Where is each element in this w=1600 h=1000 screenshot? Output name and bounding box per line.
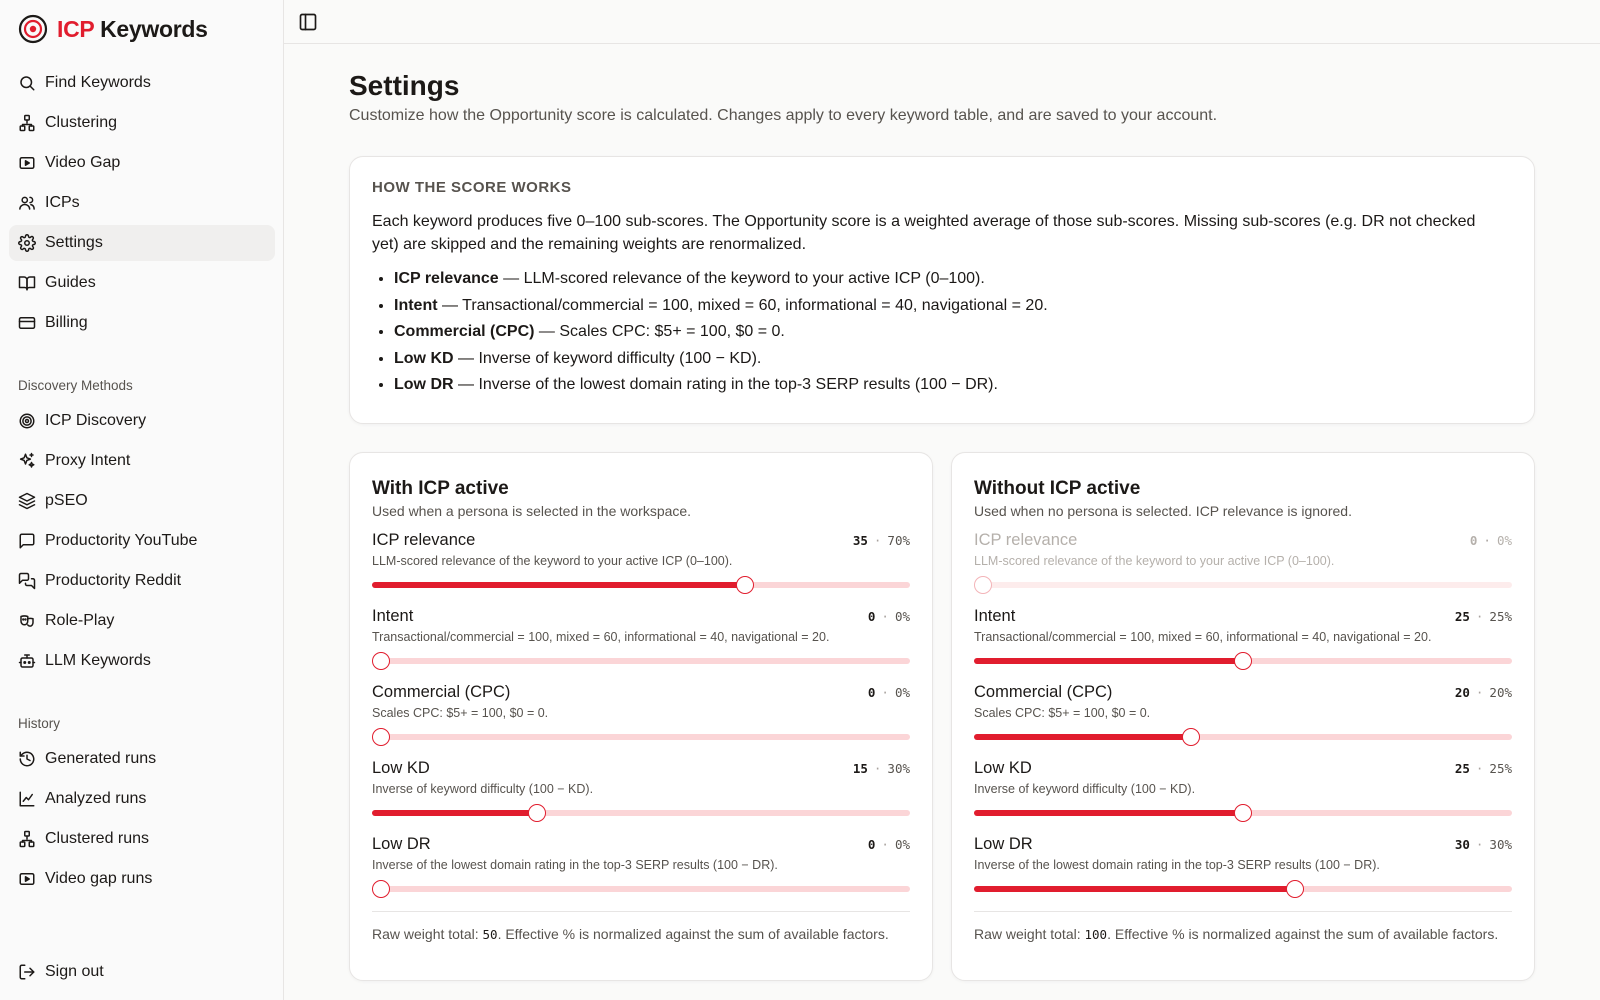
factor-header <box>974 759 1512 778</box>
weight-slider[interactable] <box>372 652 910 670</box>
nav-history <box>9 741 275 901</box>
how-item-desc: — LLM-scored relevance of the keyword to your active ICP (0–100). <box>498 270 985 287</box>
sidebar-item-label: Video gap runs <box>45 870 153 887</box>
factor-raw-weight: 15 <box>852 761 868 776</box>
sidebar-item-label: Role-Play <box>45 612 115 629</box>
slider-thumb[interactable] <box>736 576 754 594</box>
sidebar-item-video-gap[interactable] <box>9 145 275 181</box>
slider-fill <box>974 734 1189 740</box>
factor-description: Inverse of the lowest domain rating in the top-3 SERP results (100 − DR). <box>372 858 778 872</box>
factor-raw-weight: 0 <box>867 609 876 624</box>
topbar <box>284 0 1600 44</box>
factor-name: Low DR <box>974 835 1033 853</box>
history-section-title: History <box>18 716 61 731</box>
sidebar-item-label: Video Gap <box>45 154 121 171</box>
factor-raw-weight: 0 <box>867 837 876 852</box>
how-item-desc: — Scales CPC: $5+ = 100, $0 = 0. <box>534 323 785 340</box>
drama-icon <box>18 612 36 630</box>
sidebar-item-label: Clustered runs <box>45 830 150 847</box>
network-icon <box>18 830 36 848</box>
factor-header <box>372 835 910 854</box>
weight-slider[interactable] <box>372 576 910 594</box>
factor-header <box>372 531 910 550</box>
factor-raw-weight: 0 <box>867 685 876 700</box>
weight-slider[interactable] <box>372 880 910 898</box>
slider-thumb[interactable] <box>1234 652 1252 670</box>
logout-icon <box>18 963 36 981</box>
sidebar-item-analyzed-runs[interactable] <box>9 781 275 817</box>
factor-effective-percent: 30% <box>887 761 910 776</box>
sidebar-item-llm-keywords[interactable] <box>9 643 275 679</box>
factor-values <box>1455 609 1512 624</box>
factor-name: Low DR <box>372 835 431 853</box>
book-icon <box>18 274 36 292</box>
factor-effective-percent: 0% <box>894 837 910 852</box>
with-icp-factors <box>372 531 910 898</box>
sidebar-item-generated-runs[interactable] <box>9 741 275 777</box>
factor-name: ICP relevance <box>974 531 1078 549</box>
how-item-name: Low DR <box>394 376 454 393</box>
how-score-text: Each keyword produces five 0–100 sub-scores. The Opportunity score is a weighted average of those sub-scores. Missing sub-scores (e.g. DR not checked yet) are skipped and the remaining weights are renormalized. <box>372 213 1476 253</box>
sidebar-item-label: LLM Keywords <box>45 652 151 669</box>
sidebar-item-billing[interactable] <box>9 305 275 341</box>
page-title: Settings <box>349 70 460 101</box>
factor-commercial-cpc <box>974 683 1512 746</box>
sidebar-item-label: Productority YouTube <box>45 532 198 549</box>
without-icp-title: Without ICP active <box>974 478 1141 499</box>
slider-thumb <box>974 576 992 594</box>
factor-effective-percent: 0% <box>894 609 910 624</box>
factor-header <box>974 607 1512 626</box>
factor-raw-weight: 30 <box>1454 837 1470 852</box>
factor-values <box>868 837 910 852</box>
factor-effective-percent: 25% <box>1489 609 1512 624</box>
factor-values <box>1455 685 1512 700</box>
factor-header <box>372 607 910 626</box>
factor-icp-relevance <box>372 531 910 594</box>
how-item-low-dr <box>394 372 1512 399</box>
factor-header <box>372 759 910 778</box>
sidebar-item-label: Generated runs <box>45 750 157 767</box>
factor-name: Intent <box>974 607 1016 625</box>
factor-values <box>853 533 910 548</box>
how-item-intent <box>394 293 1512 320</box>
slider-fill <box>974 810 1243 816</box>
sidebar-item-label: Find Keywords <box>45 74 151 91</box>
target-icon <box>18 412 36 430</box>
separator-dot: · <box>873 533 882 548</box>
factor-values <box>1455 837 1512 852</box>
factor-effective-percent: 0% <box>1496 533 1512 548</box>
sidebar-item-label: Billing <box>45 314 88 331</box>
slider-fill <box>372 810 533 816</box>
factor-description: Transactional/commercial = 100, mixed = 60, informational = 40, navigational = 20. <box>974 630 1432 644</box>
separator-dot: · <box>881 837 889 852</box>
factor-effective-percent: 30% <box>1489 837 1512 852</box>
factor-icp-relevance <box>974 531 1512 594</box>
factor-description: Inverse of the lowest domain rating in the top-3 SERP results (100 − DR). <box>974 858 1380 872</box>
brand[interactable] <box>18 13 208 45</box>
slider-thumb[interactable] <box>1286 880 1304 898</box>
factor-description: LLM-scored relevance of the keyword to your active ICP (0–100). <box>974 554 1335 568</box>
separator-dot: · <box>1475 761 1484 776</box>
sidebar-item-guides[interactable] <box>9 265 275 301</box>
slider-thumb[interactable] <box>372 652 390 670</box>
how-score-list <box>372 266 1512 399</box>
factor-effective-percent: 70% <box>887 533 910 548</box>
factor-description: Transactional/commercial = 100, mixed = 60, informational = 40, navigational = 20. <box>372 630 830 644</box>
factor-effective-percent: 25% <box>1489 761 1512 776</box>
weight-slider[interactable] <box>974 880 1512 898</box>
sidebar-item-proxy-intent[interactable] <box>9 443 275 479</box>
how-score-title: HOW THE SCORE WORKS <box>372 179 572 196</box>
without-icp-card <box>951 452 1535 981</box>
how-score-works-card <box>349 156 1535 424</box>
factor-commercial-cpc <box>372 683 910 746</box>
sidebar-item-label: Clustering <box>45 114 118 131</box>
message-square-icon <box>18 532 36 550</box>
how-item-name: Commercial (CPC) <box>394 323 535 340</box>
sidebar-item-productority-reddit[interactable] <box>9 563 275 599</box>
factor-values <box>868 609 910 624</box>
factor-name: Commercial (CPC) <box>974 683 1113 701</box>
factor-name: Low KD <box>974 759 1032 777</box>
nav-main <box>9 65 275 345</box>
slider-fill <box>372 582 749 588</box>
sign-out-button[interactable] <box>9 954 275 990</box>
slider-thumb[interactable] <box>372 728 390 746</box>
factor-description: LLM-scored relevance of the keyword to your active ICP (0–100). <box>372 554 733 568</box>
factor-description: Scales CPC: $5+ = 100, $0 = 0. <box>974 706 1151 720</box>
separator-dot: · <box>881 685 889 700</box>
factor-low-dr <box>372 835 910 898</box>
how-item-desc: — Inverse of the lowest domain rating in the top-3 SERP results (100 − DR). <box>453 376 998 393</box>
factor-raw-weight: 20 <box>1454 685 1470 700</box>
sidebar-item-label: ICP Discovery <box>45 412 147 429</box>
factor-values <box>1470 533 1512 548</box>
how-item-name: ICP relevance <box>394 270 499 287</box>
factor-low-kd <box>372 759 910 822</box>
sidebar-toggle-icon[interactable] <box>298 12 318 32</box>
slider-track <box>372 658 910 664</box>
sidebar-item-settings[interactable] <box>9 225 275 261</box>
sidebar-item-video-gap-runs[interactable] <box>9 861 275 897</box>
video-icon <box>18 870 36 888</box>
factor-values <box>853 761 910 776</box>
separator-dot: · <box>873 761 882 776</box>
factor-header <box>974 835 1512 854</box>
factor-raw-weight: 0 <box>1469 533 1478 548</box>
slider-track <box>974 582 1512 588</box>
how-item-desc: — Inverse of keyword difficulty (100 − KD). <box>453 349 762 367</box>
factor-header <box>974 531 1512 550</box>
factor-name: Low KD <box>372 759 430 777</box>
history-icon <box>18 750 36 768</box>
network-icon <box>18 114 36 132</box>
with-icp-subtitle: Used when a persona is selected in the workspace. <box>372 503 692 519</box>
sidebar-item-clustered-runs[interactable] <box>9 821 275 857</box>
factor-name: ICP relevance <box>372 531 476 549</box>
factor-header <box>974 683 1512 702</box>
separator-dot: · <box>1475 685 1484 700</box>
separator-dot: · <box>881 609 889 624</box>
factor-raw-weight: 25 <box>1454 761 1470 776</box>
without-icp-factors <box>974 531 1512 898</box>
sidebar-item-productority-youtube[interactable] <box>9 523 275 559</box>
sidebar-item-label: Guides <box>45 274 96 291</box>
sidebar-item-label: Proxy Intent <box>45 452 131 469</box>
sidebar-item-label: ICPs <box>45 194 80 211</box>
factor-description: Inverse of keyword difficulty (100 − KD). <box>974 782 1196 796</box>
sidebar-item-icp-discovery[interactable] <box>9 403 275 439</box>
slider-fill <box>974 658 1243 664</box>
sidebar <box>0 0 284 1000</box>
messages-icon <box>18 572 36 590</box>
factor-intent <box>372 607 910 670</box>
slider-track <box>372 886 910 892</box>
how-item-icp-relevance <box>394 266 1512 293</box>
slider-fill <box>974 886 1297 892</box>
factor-effective-percent: 20% <box>1489 685 1512 700</box>
video-icon <box>18 154 36 172</box>
sparkles-icon <box>18 452 36 470</box>
how-item-name: Intent <box>394 296 438 314</box>
separator-dot: · <box>1475 837 1484 852</box>
sidebar-item-label: pSEO <box>45 492 88 509</box>
slider-thumb[interactable] <box>1234 804 1252 822</box>
factor-raw-weight: 35 <box>852 533 868 548</box>
sidebar-item-role-play[interactable] <box>9 603 275 639</box>
bot-icon <box>18 652 36 670</box>
users-icon <box>18 194 36 212</box>
how-item-commercial-cpc <box>394 319 1512 346</box>
with-icp-total: Raw weight total: 50. Effective % is normalized against the sum of available factors. <box>372 911 910 942</box>
factor-low-dr <box>974 835 1512 898</box>
page-subtitle: Customize how the Opportunity score is calculated. Changes apply to every keyword table, and are saved to your account. <box>349 107 1218 124</box>
weight-slider[interactable] <box>372 804 910 822</box>
factor-values <box>1455 761 1512 776</box>
gear-icon <box>18 234 36 252</box>
nav-footer <box>9 954 275 994</box>
discovery-section-title: Discovery Methods <box>18 378 133 393</box>
nav-discovery <box>9 403 275 683</box>
separator-dot: · <box>1475 609 1484 624</box>
factor-description: Scales CPC: $5+ = 100, $0 = 0. <box>372 706 549 720</box>
sidebar-item-pseo[interactable] <box>9 483 275 519</box>
with-icp-card <box>349 452 933 981</box>
factor-header <box>372 683 910 702</box>
how-item-low-kd <box>394 346 1512 373</box>
how-item-desc: — Transactional/commercial = 100, mixed = 60, informational = 40, navigational = 20. <box>437 296 1048 314</box>
sidebar-item-label: Settings <box>45 234 103 251</box>
slider-track <box>372 734 910 740</box>
card-icon <box>18 314 36 332</box>
brand-name: ICP Keywords <box>57 15 208 42</box>
factor-values <box>868 685 910 700</box>
layers-icon <box>18 492 36 510</box>
weight-slider[interactable] <box>974 728 1512 746</box>
separator-dot: · <box>1483 533 1491 548</box>
sign-out-label: Sign out <box>45 963 104 980</box>
sidebar-item-find-keywords[interactable] <box>9 65 275 101</box>
weight-slider[interactable] <box>974 652 1512 670</box>
factor-name: Intent <box>372 607 414 625</box>
factor-low-kd <box>974 759 1512 822</box>
factor-raw-weight: 25 <box>1454 609 1470 624</box>
weight-slider[interactable] <box>974 804 1512 822</box>
sidebar-item-icps[interactable] <box>9 185 275 221</box>
factor-name: Commercial (CPC) <box>372 683 511 701</box>
slider-thumb[interactable] <box>528 804 546 822</box>
target-logo-icon <box>18 14 48 44</box>
slider-thumb[interactable] <box>1182 728 1200 746</box>
factor-intent <box>974 607 1512 670</box>
without-icp-subtitle: Used when no persona is selected. ICP relevance is ignored. <box>974 503 1352 519</box>
factor-effective-percent: 0% <box>894 685 910 700</box>
sidebar-item-clustering[interactable] <box>9 105 275 141</box>
search-icon <box>18 74 36 92</box>
weight-slider[interactable] <box>372 728 910 746</box>
with-icp-title: With ICP active <box>372 478 509 499</box>
sidebar-item-label: Analyzed runs <box>45 790 147 807</box>
sidebar-item-label: Productority Reddit <box>45 572 182 589</box>
chart-line-icon <box>18 790 36 808</box>
factor-description: Inverse of keyword difficulty (100 − KD). <box>372 782 594 796</box>
slider-thumb[interactable] <box>372 880 390 898</box>
how-item-name: Low KD <box>394 349 454 367</box>
weight-slider <box>974 576 1512 594</box>
without-icp-total: Raw weight total: 100. Effective % is normalized against the sum of available factors. <box>974 911 1512 942</box>
